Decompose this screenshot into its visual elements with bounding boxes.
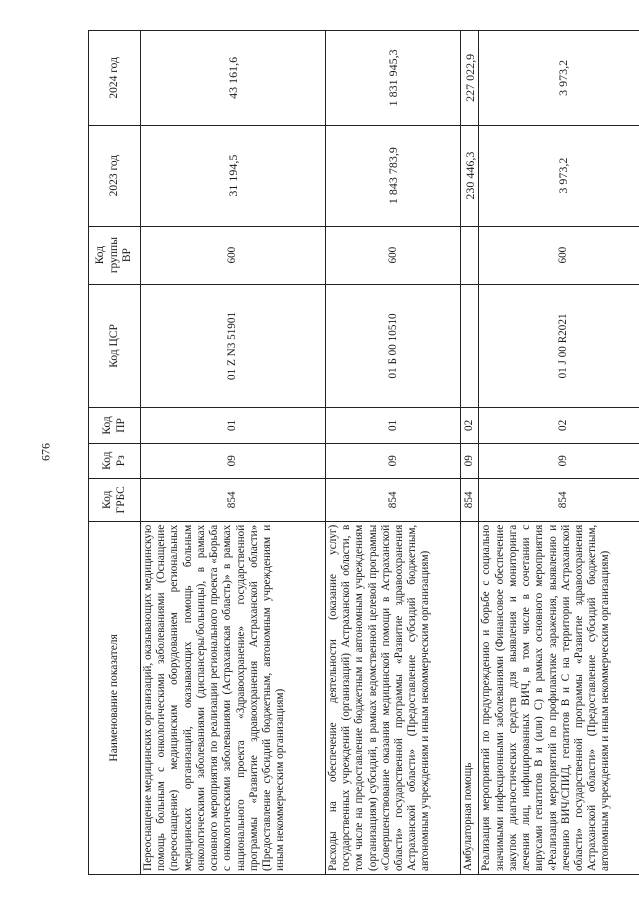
row-grbs: 854 xyxy=(479,478,639,521)
row-csr: 01 J 00 R2021 xyxy=(479,284,639,408)
budget-table xyxy=(88,30,639,875)
header-pr: Код ПР xyxy=(89,408,141,443)
row-name: Расходы на обеспечение деятельности (оказание услуг) государственных учреждений (организаций) Астраханской области, в том числе на предоставление бюджетным и автономным учреждениям (организациям) субсидий, в рамках ведомственной целевой программы «Совершенствование оказания медицинской помощи в Астраханской области» государственной программы «Развитие здравоохранения Астраханской области» (Предоставление субсидий бюджетным, автономным учреждениям и иным некоммерческим организациям) xyxy=(325,521,461,874)
table-row xyxy=(479,31,639,875)
header-vr: Код группы ВР xyxy=(89,226,141,284)
row-vr: 600 xyxy=(325,226,461,284)
row-2024: 1 831 945,3 xyxy=(325,31,461,126)
table-row xyxy=(461,31,479,875)
row-2023: 3 973,2 xyxy=(479,125,639,226)
header-csr: Код ЦСР xyxy=(89,284,141,408)
row-rz: 09 xyxy=(141,443,326,478)
row-2024: 227 022,9 xyxy=(461,31,479,126)
header-rz: Код Рз xyxy=(89,443,141,478)
table-row xyxy=(325,31,461,875)
row-pr: 02 xyxy=(479,408,639,443)
row-pr: 02 xyxy=(461,408,479,443)
table-header-row xyxy=(89,31,141,875)
row-name: Амбулаторная помощь xyxy=(461,521,479,874)
row-vr xyxy=(461,226,479,284)
row-name: Реализация мероприятий по предупреждению и борьбе с социально значимыми инфекционными заболеваниями (Финансовое обеспечение закупок диагностических средств для выявления и мониторинга лечения лиц, инфицированных ВИЧ, в том числе в сочетании с вирусами гепатитов В и (или) С) в рамках основного мероприятия «Реализация мероприятий по профилактике заражения, выявлению и лечению ВИЧ/СПИД, гепатитов В и С на территории Астраханской области» государственной программы «Развитие здравоохранения Астраханской области» (Предоставление субсидий бюджетным, автономным учреждениям и иным некоммерческим организациям) xyxy=(479,521,639,874)
row-rz: 09 xyxy=(461,443,479,478)
table-wrapper xyxy=(88,30,639,875)
row-rz: 09 xyxy=(479,443,639,478)
page-number: 676 xyxy=(38,443,53,461)
row-csr xyxy=(461,284,479,408)
row-grbs: 854 xyxy=(325,478,461,521)
row-csr: 01 Б 00 10510 xyxy=(325,284,461,408)
row-grbs: 854 xyxy=(461,478,479,521)
row-2023: 31 194,5 xyxy=(141,125,326,226)
row-csr: 01 Z N3 51901 xyxy=(141,284,326,408)
row-pr: 01 xyxy=(141,408,326,443)
row-pr: 01 xyxy=(325,408,461,443)
header-2024: 2024 год xyxy=(89,31,141,126)
row-rz: 09 xyxy=(325,443,461,478)
row-2023: 1 843 783,9 xyxy=(325,125,461,226)
row-2024: 43 161,6 xyxy=(141,31,326,126)
header-name: Наименование показателя xyxy=(89,521,141,874)
row-vr: 600 xyxy=(479,226,639,284)
row-2023: 230 446,3 xyxy=(461,125,479,226)
header-2023: 2023 год xyxy=(89,125,141,226)
table-row xyxy=(141,31,326,875)
row-vr: 600 xyxy=(141,226,326,284)
rotated-page xyxy=(88,30,639,875)
row-2024: 3 973,2 xyxy=(479,31,639,126)
row-grbs: 854 xyxy=(141,478,326,521)
header-grbs: Код ГРБС xyxy=(89,478,141,521)
row-name: Переоснащение медицинских организаций, оказывающих медицинскую помощь больным с онкологическими заболеваниями (Оснащение (переоснащение) медицинским оборудованием региональных медицинских организаций, оказывающих помощь больным онкологическими заболеваниями (диспансеры/больницы), в рамках основного мероприятия по реализации регионального проекта «Борьба с онкологическими заболеваниями (Астраханская область)» в рамках национального проекта «Здравоохранение» государственной программы «Развитие здравоохранения Астраханской области» (Предоставление субсидий бюджетным, автономным учреждениям и иным некоммерческим организациям) xyxy=(141,521,326,874)
